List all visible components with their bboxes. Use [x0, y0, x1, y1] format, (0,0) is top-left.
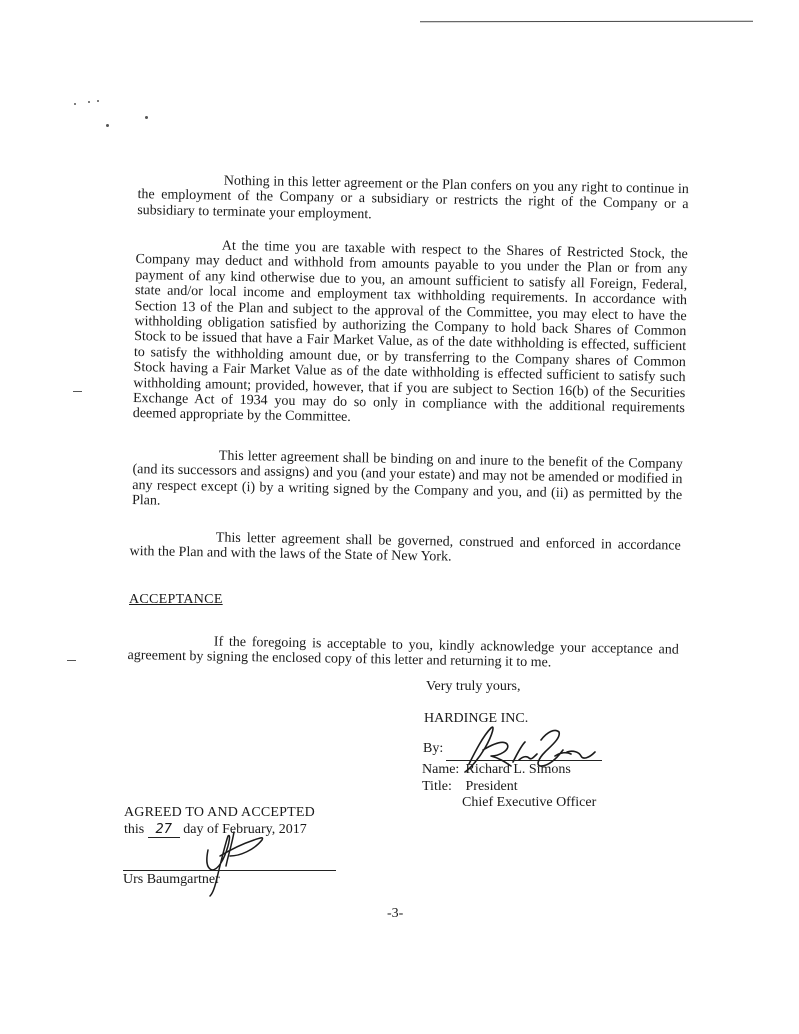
- tax-withholding-paragraph: [133, 237, 688, 432]
- paragraph-text: At the time you are taxable with respect to the Shares of Restricted Stock, the Company may deduct and withhold from amounts payable to you under the Plan or from any payment of any kind otherwise due to you, an amount sufficient to satisfy all Foreign, Federal, state and/or local income and employment tax withholding requirements. In accordance with Section 13 of the Plan and subject to the approval of the Committee, you may elect to have the withholding obligation satisfied by authorizing the Company to hold back Shares of Common Stock to be issued that have a Fair Market Value, as of the date withholding is effected, sufficient to satisfy the withholding amount due, or by transferring to the Company shares of Common Stock having a Fair Market Value as of the date withholding is effected sufficient to satisfy such withholding amount; provided, however, that if you are subject to Section 16(b) of the Securities Exchange Act of 1934 you may do so only in compliance with the additional requirements deemed appropriate by the Committee.: [132, 238, 688, 426]
- signer-details: [422, 762, 596, 812]
- paragraph-text: This letter agreement shall be governed, construed and enforced in accordance with the Plan and with the laws of the State of New York.: [129, 530, 681, 566]
- agreed-heading: AGREED TO AND ACCEPTED: [124, 805, 315, 820]
- employment-rights-paragraph: [137, 172, 689, 228]
- closing-salutation: Very truly yours,: [426, 679, 521, 694]
- scan-speck: [73, 391, 82, 392]
- day-prefix: this: [124, 822, 145, 837]
- signature-stroke: [538, 730, 595, 766]
- paragraph-text: If the foregoing is acceptable to you, kindly acknowledge your acceptance and agreement by signing the enclosed copy of this letter and returning it to me.: [127, 634, 679, 671]
- scan-speck: [88, 101, 90, 103]
- page-number: -3-: [387, 906, 404, 921]
- acceptance-heading: ACCEPTANCE: [129, 592, 223, 607]
- scan-speck: [106, 124, 109, 127]
- paragraph-text: This letter agreement shall be binding on and inure to the benefit of the Company (and its successors and assigns) and you (and your estate) and may not be amended or modified in any respect except (i) by a writing signed by the Company and you, and (ii) as permitted by the Plan.: [131, 448, 683, 509]
- title-row: [422, 779, 596, 796]
- scan-top-rule: [420, 21, 753, 23]
- scan-speck: [67, 660, 76, 661]
- title-row-2: [422, 795, 596, 812]
- signer-title: President: [465, 778, 518, 794]
- scan-speck: [74, 103, 76, 105]
- name-label: Name:: [422, 762, 460, 777]
- title-label: Title:: [422, 778, 452, 794]
- day-field: 27: [148, 823, 180, 838]
- paragraph-text: Nothing in this letter agreement or the Plan confers on you any right to continue in the employment of the Company or a subsidiary or restricts the right of the Company or a subsidiary to terminate your employment.: [137, 173, 689, 223]
- scan-speck: [145, 116, 148, 119]
- agreed-signature-line: [123, 870, 336, 871]
- by-label: By:: [423, 741, 444, 756]
- binding-effect-paragraph: [132, 447, 683, 519]
- scan-speck: [97, 100, 99, 102]
- name-row: [422, 762, 596, 779]
- signer-title-2: Chief Executive Officer: [462, 795, 597, 810]
- company-name: HARDINGE INC.: [424, 711, 529, 726]
- agreed-signer-name: Urs Baumgartner: [123, 872, 220, 887]
- day-suffix: day of February, 2017: [183, 822, 307, 837]
- acceptance-paragraph: [127, 633, 678, 673]
- governing-law-paragraph: [129, 529, 680, 569]
- signer-name: Richard L. Simons: [465, 762, 571, 777]
- by-row: [423, 741, 443, 757]
